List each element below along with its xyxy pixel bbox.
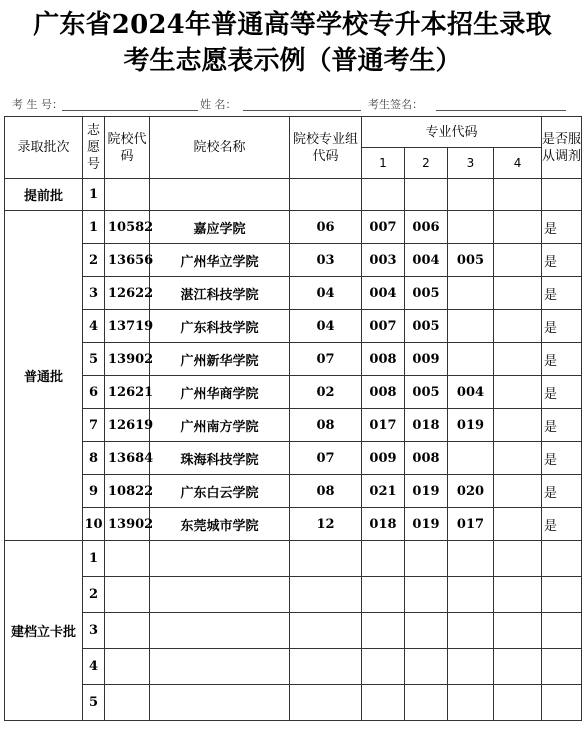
- major-cell[interactable]: [494, 409, 542, 442]
- table-row: [5, 613, 582, 649]
- group-code-cell[interactable]: 03: [290, 244, 362, 277]
- group-code-cell[interactable]: 12: [290, 508, 362, 541]
- page-title-line1: 广东省2024年普通高等学校专升本招生录取: [33, 10, 552, 40]
- major-cell[interactable]: [448, 442, 494, 475]
- major-cell[interactable]: [494, 577, 542, 613]
- major-cell[interactable]: [494, 685, 542, 721]
- group-code-cell[interactable]: 07: [290, 442, 362, 475]
- exam-no-label: 考 生 号：: [12, 98, 63, 111]
- school-code-cell[interactable]: 13684: [105, 442, 150, 475]
- major-cell[interactable]: 009: [362, 442, 405, 475]
- major-cell[interactable]: 008: [362, 343, 405, 376]
- major-cell[interactable]: 006: [405, 211, 448, 244]
- major-cell[interactable]: 021: [362, 475, 405, 508]
- group-code-cell[interactable]: [290, 613, 362, 649]
- major-cell[interactable]: [494, 475, 542, 508]
- major-cell[interactable]: 004: [405, 244, 448, 277]
- group-code-cell[interactable]: 04: [290, 277, 362, 310]
- table-row: [5, 244, 582, 277]
- name-label: 姓 名：: [200, 98, 237, 111]
- major-cell[interactable]: 004: [362, 277, 405, 310]
- school-name-cell[interactable]: 广州南方学院: [150, 409, 290, 442]
- school-code-cell[interactable]: [105, 613, 150, 649]
- group-code-cell[interactable]: 04: [290, 310, 362, 343]
- order-cell: 2: [83, 577, 105, 613]
- major-cell[interactable]: 005: [405, 376, 448, 409]
- group-code-cell[interactable]: [290, 649, 362, 685]
- major-cell[interactable]: 017: [362, 409, 405, 442]
- major-cell[interactable]: 019: [448, 409, 494, 442]
- obey-cell[interactable]: 是: [542, 442, 582, 475]
- table-row: [5, 343, 582, 376]
- table-row: [5, 475, 582, 508]
- group-code-cell[interactable]: [290, 179, 362, 211]
- order-cell: 2: [83, 244, 105, 277]
- order-cell: 1: [83, 211, 105, 244]
- major-cell[interactable]: 005: [448, 244, 494, 277]
- school-code-cell[interactable]: [105, 649, 150, 685]
- major-cell[interactable]: [494, 541, 542, 577]
- group-code-cell[interactable]: 02: [290, 376, 362, 409]
- school-code-cell[interactable]: 13902: [105, 508, 150, 541]
- major-cell[interactable]: 017: [448, 508, 494, 541]
- header-order: 志愿号: [83, 117, 105, 179]
- batch-card-label: 建档立卡批: [5, 541, 83, 721]
- table-row: [5, 409, 582, 442]
- major-cell[interactable]: [405, 179, 448, 211]
- major-cell[interactable]: [448, 649, 494, 685]
- group-code-cell[interactable]: [290, 685, 362, 721]
- major-cell[interactable]: 009: [405, 343, 448, 376]
- order-cell: 3: [83, 277, 105, 310]
- major-cell[interactable]: [494, 343, 542, 376]
- major-cell[interactable]: 007: [362, 211, 405, 244]
- order-cell: 6: [83, 376, 105, 409]
- order-cell: 8: [83, 442, 105, 475]
- major-cell[interactable]: [448, 685, 494, 721]
- header-batch: 录取批次: [5, 117, 83, 179]
- major-cell[interactable]: [448, 277, 494, 310]
- table-row: [5, 541, 582, 577]
- order-cell: 5: [83, 343, 105, 376]
- major-cell[interactable]: 005: [405, 310, 448, 343]
- header-major-1: 1: [362, 148, 405, 179]
- major-cell[interactable]: [362, 685, 405, 721]
- major-cell[interactable]: 019: [405, 508, 448, 541]
- obey-cell[interactable]: [542, 685, 582, 721]
- major-cell[interactable]: [494, 179, 542, 211]
- school-code-cell[interactable]: [105, 179, 150, 211]
- school-name-cell[interactable]: 广州新华学院: [150, 343, 290, 376]
- school-name-cell[interactable]: [150, 613, 290, 649]
- obey-cell[interactable]: 是: [542, 409, 582, 442]
- major-cell[interactable]: [494, 244, 542, 277]
- table-row: [5, 649, 582, 685]
- major-cell[interactable]: [405, 649, 448, 685]
- table-row: [5, 310, 582, 343]
- order-cell: 7: [83, 409, 105, 442]
- obey-cell[interactable]: [542, 541, 582, 577]
- page-title-line2: 考生志愿表示例（普通考生）: [123, 46, 462, 76]
- order-cell: 1: [83, 179, 105, 211]
- major-cell[interactable]: [405, 685, 448, 721]
- name-field[interactable]: [243, 110, 361, 111]
- batch-early-label: 提前批: [5, 179, 83, 211]
- order-cell: 4: [83, 310, 105, 343]
- school-code-cell[interactable]: 12622: [105, 277, 150, 310]
- school-code-cell[interactable]: [105, 541, 150, 577]
- obey-cell[interactable]: [542, 179, 582, 211]
- major-cell[interactable]: [362, 577, 405, 613]
- major-cell[interactable]: [362, 649, 405, 685]
- major-cell[interactable]: [494, 649, 542, 685]
- major-cell[interactable]: [494, 613, 542, 649]
- school-name-cell[interactable]: 广东科技学院: [150, 310, 290, 343]
- obey-cell[interactable]: [542, 577, 582, 613]
- header-obey: 是否服从调剂: [542, 117, 582, 179]
- school-name-cell[interactable]: 广州华商学院: [150, 376, 290, 409]
- group-code-cell[interactable]: 06: [290, 211, 362, 244]
- order-cell: 1: [83, 541, 105, 577]
- header-school-name: 院校名称: [150, 117, 290, 179]
- major-cell[interactable]: [362, 179, 405, 211]
- group-code-cell[interactable]: [290, 577, 362, 613]
- obey-cell[interactable]: [542, 649, 582, 685]
- major-cell[interactable]: [405, 577, 448, 613]
- batch-regular-label: 普通批: [5, 211, 83, 541]
- header-major-2: 2: [405, 148, 448, 179]
- school-code-cell[interactable]: [105, 577, 150, 613]
- major-cell[interactable]: [448, 179, 494, 211]
- header-major-3: 3: [448, 148, 494, 179]
- school-name-cell[interactable]: 广东白云学院: [150, 475, 290, 508]
- table-row: [5, 376, 582, 409]
- obey-cell[interactable]: 是: [542, 211, 582, 244]
- exam-no-field[interactable]: [62, 110, 198, 111]
- school-code-cell[interactable]: 12619: [105, 409, 150, 442]
- major-cell[interactable]: [405, 613, 448, 649]
- school-name-cell[interactable]: 湛江科技学院: [150, 277, 290, 310]
- obey-cell[interactable]: 是: [542, 508, 582, 541]
- major-cell[interactable]: [494, 442, 542, 475]
- table-row: [5, 508, 582, 541]
- header-group-code: 院校专业组代码: [290, 117, 362, 179]
- school-code-cell[interactable]: 13656: [105, 244, 150, 277]
- signature-label: 考生签名：: [368, 98, 423, 111]
- major-cell[interactable]: [448, 577, 494, 613]
- major-cell[interactable]: [494, 508, 542, 541]
- major-cell[interactable]: 003: [362, 244, 405, 277]
- major-cell[interactable]: 008: [405, 442, 448, 475]
- school-name-cell[interactable]: 嘉应学院: [150, 211, 290, 244]
- school-name-cell[interactable]: [150, 577, 290, 613]
- header-school-code: 院校代码: [105, 117, 150, 179]
- order-cell: 3: [83, 613, 105, 649]
- signature-field[interactable]: [436, 110, 566, 111]
- obey-cell[interactable]: [542, 613, 582, 649]
- order-cell: 5: [83, 685, 105, 721]
- school-name-cell[interactable]: 广州华立学院: [150, 244, 290, 277]
- major-cell[interactable]: 020: [448, 475, 494, 508]
- major-cell[interactable]: [448, 211, 494, 244]
- major-cell[interactable]: 018: [405, 409, 448, 442]
- major-cell[interactable]: 005: [405, 277, 448, 310]
- obey-cell[interactable]: 是: [542, 310, 582, 343]
- major-cell[interactable]: [448, 613, 494, 649]
- application-table: [4, 116, 582, 721]
- major-cell[interactable]: [494, 310, 542, 343]
- obey-cell[interactable]: 是: [542, 244, 582, 277]
- table-row: [5, 577, 582, 613]
- order-cell: 10: [83, 508, 105, 541]
- group-code-cell[interactable]: 07: [290, 343, 362, 376]
- major-cell[interactable]: [405, 541, 448, 577]
- group-code-cell[interactable]: [290, 541, 362, 577]
- table-row: [5, 211, 582, 244]
- school-code-cell[interactable]: 10822: [105, 475, 150, 508]
- group-code-cell[interactable]: 08: [290, 409, 362, 442]
- major-cell[interactable]: [362, 613, 405, 649]
- obey-cell[interactable]: 是: [542, 343, 582, 376]
- school-name-cell[interactable]: [150, 649, 290, 685]
- order-cell: 9: [83, 475, 105, 508]
- header-major-code: 专业代码: [362, 117, 542, 148]
- table-row: [5, 685, 582, 721]
- major-cell[interactable]: [448, 541, 494, 577]
- school-name-cell[interactable]: 东莞城市学院: [150, 508, 290, 541]
- obey-cell[interactable]: 是: [542, 376, 582, 409]
- major-cell[interactable]: 019: [405, 475, 448, 508]
- table-row: [5, 179, 582, 211]
- major-cell[interactable]: 008: [362, 376, 405, 409]
- school-code-cell[interactable]: 12621: [105, 376, 150, 409]
- major-cell[interactable]: [494, 211, 542, 244]
- school-code-cell[interactable]: [105, 685, 150, 721]
- header-major-4: 4: [494, 148, 542, 179]
- school-code-cell[interactable]: 10582: [105, 211, 150, 244]
- major-cell[interactable]: 018: [362, 508, 405, 541]
- school-code-cell[interactable]: 13902: [105, 343, 150, 376]
- major-cell[interactable]: 004: [448, 376, 494, 409]
- school-name-cell[interactable]: [150, 541, 290, 577]
- major-cell[interactable]: [448, 310, 494, 343]
- school-name-cell[interactable]: 珠海科技学院: [150, 442, 290, 475]
- major-cell[interactable]: [362, 541, 405, 577]
- major-cell[interactable]: 007: [362, 310, 405, 343]
- table-row: [5, 277, 582, 310]
- order-cell: 4: [83, 649, 105, 685]
- obey-cell[interactable]: 是: [542, 475, 582, 508]
- school-code-cell[interactable]: 13719: [105, 310, 150, 343]
- major-cell[interactable]: [494, 277, 542, 310]
- table-row: [5, 442, 582, 475]
- obey-cell[interactable]: 是: [542, 277, 582, 310]
- major-cell[interactable]: [494, 376, 542, 409]
- school-name-cell[interactable]: [150, 179, 290, 211]
- group-code-cell[interactable]: 08: [290, 475, 362, 508]
- school-name-cell[interactable]: [150, 685, 290, 721]
- major-cell[interactable]: [448, 343, 494, 376]
